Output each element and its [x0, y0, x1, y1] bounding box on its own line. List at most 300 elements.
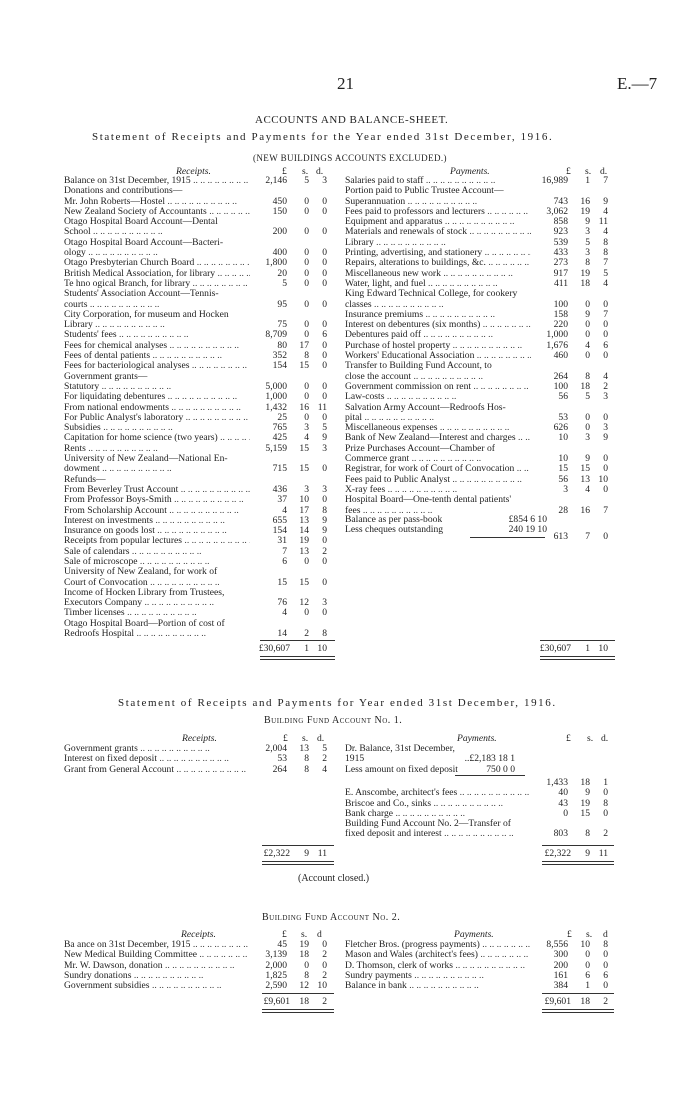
amount-shillings: 0 — [304, 247, 309, 259]
amount-pounds: 10 — [558, 453, 568, 465]
amount-pounds: 917 — [553, 267, 568, 279]
ledger-label: Capitation for home science (two years) .. — [64, 433, 250, 443]
amount-pence: 0 — [322, 205, 327, 217]
currency-pound: £ — [282, 929, 287, 940]
amount-shillings: 0 — [304, 391, 309, 403]
amount-shillings: 8 — [304, 350, 309, 362]
amount-pounds: 37 — [277, 494, 287, 506]
amount-pounds: 3 — [563, 483, 568, 495]
ledger-label: Briscoe and Co., sinks .. — [345, 799, 531, 809]
ledger-row — [345, 248, 613, 258]
amount-shillings: 13 — [580, 473, 590, 485]
amount-shillings: 2 — [304, 628, 309, 640]
ledger-label: Sale of microscope .. — [64, 557, 250, 567]
ledger-row — [64, 433, 332, 443]
amount-pence: 9 — [322, 432, 327, 444]
ledger-row — [64, 578, 332, 588]
amount-pence: 0 — [322, 555, 327, 567]
ledger-row — [64, 269, 332, 279]
amount-pounds: 384 — [553, 980, 568, 992]
balance-pence: 0 — [603, 531, 608, 542]
ledger-label: Prize Purchases Account—Chamber of — [345, 443, 495, 454]
total-shillings: 18 — [580, 996, 590, 1007]
amount-shillings: 13 — [299, 514, 309, 526]
ledger-label: New Medical Building Committee .. — [64, 950, 250, 960]
amount-pence: 3 — [603, 391, 608, 403]
ledger-label: Mason and Wales (architect's fees) .. — [345, 950, 531, 960]
total-pence: 11 — [598, 848, 608, 859]
amount-pounds: 743 — [553, 195, 568, 207]
ledger-row — [345, 341, 613, 351]
amount-shillings: 1 — [585, 175, 590, 186]
ledger-label: Insurance premiums .. — [345, 310, 531, 320]
amount-pence: 2 — [322, 545, 327, 557]
main-title: ACCOUNTS AND BALANCE-SHEET. — [255, 114, 449, 126]
total-shillings: 18 — [299, 996, 309, 1007]
amount-pence: 0 — [603, 453, 608, 465]
ledger-label: Donations and contributions— — [64, 186, 183, 197]
amount-shillings: 3 — [585, 247, 590, 259]
amount-pounds: 4 — [282, 607, 287, 619]
amount-shillings: 15 — [580, 807, 590, 819]
ledger-label: Students' fees .. — [64, 330, 250, 340]
amount-shillings: 0 — [304, 277, 309, 289]
double-rule — [262, 1009, 334, 1013]
amount-shillings: 19 — [580, 205, 590, 217]
amount-pounds: 28 — [558, 504, 568, 516]
amount-pounds: 56 — [558, 473, 568, 485]
amount-pounds: 20 — [277, 267, 287, 279]
amount-pence: 6 — [603, 339, 608, 351]
double-rule — [540, 656, 615, 660]
amount-pounds: 3,139 — [265, 949, 287, 961]
total-rule — [260, 640, 335, 641]
amount-pence: 5 — [322, 743, 327, 754]
ledger-row — [64, 940, 332, 950]
ledger-label: Superannuation .. — [345, 197, 531, 207]
ledger-row — [64, 207, 332, 217]
amount-shillings: 0 — [585, 422, 590, 434]
amount-pence: 3 — [322, 175, 327, 186]
ledger-label: School .. — [64, 227, 250, 237]
amount-pounds: 16,989 — [541, 175, 568, 186]
amount-shillings: 14 — [299, 525, 309, 537]
amount-pounds: 539 — [553, 236, 568, 248]
amount-shillings: 5 — [304, 175, 309, 186]
currency-shilling: s. — [587, 733, 594, 744]
amount-shillings: 16 — [580, 195, 590, 207]
amount-pounds: 40 — [558, 787, 568, 799]
payments-header: Payments. — [457, 733, 497, 744]
account-closed-note: (Account closed.) — [298, 873, 370, 884]
currency-shilling: s. — [585, 166, 592, 177]
ledger-row — [64, 765, 332, 775]
amount-pence: 3 — [322, 483, 327, 495]
ledger-label: Statutory .. — [64, 382, 250, 392]
amount-pence: 0 — [322, 463, 327, 475]
amount-pence: 4 — [603, 277, 608, 289]
ledger-row — [345, 279, 613, 289]
less-fixed-deposit-label: Less amount on fixed deposit — [345, 764, 458, 775]
double-rule — [262, 861, 334, 865]
amount-pounds: 411 — [553, 277, 568, 289]
ledger-label: British Medical Association, for library .. — [64, 269, 250, 279]
amount-pounds: 200 — [272, 226, 287, 238]
amount-pence: 2 — [322, 753, 327, 765]
amount-pence: 0 — [322, 267, 327, 279]
amount-pounds: 75 — [277, 319, 287, 331]
ledger-label: Sale of calendars .. — [64, 547, 250, 557]
amount-pounds: 803 — [553, 828, 568, 840]
payments-total — [345, 997, 613, 1007]
ledger-label: University of New Zealand, for work of — [64, 567, 218, 578]
ledger-label: classes .. — [345, 300, 531, 310]
amount-pence: 2 — [603, 380, 608, 392]
amount-pence: 11 — [317, 401, 327, 413]
ledger-row — [345, 351, 613, 361]
ledger-label: D. Thomson, clerk of works .. — [345, 961, 531, 971]
amount-shillings: 0 — [304, 257, 309, 269]
amount-shillings: 0 — [304, 195, 309, 207]
ledger-label: Government grants— — [64, 371, 148, 382]
ledger-row — [345, 981, 613, 991]
amount-shillings: 4 — [304, 432, 309, 444]
amount-shillings: 0 — [304, 555, 309, 567]
amount-pounds: 31 — [277, 535, 287, 547]
ledger-label: Rents .. — [64, 444, 250, 454]
amount-shillings: 0 — [304, 226, 309, 238]
amount-shillings: 0 — [585, 329, 590, 341]
ledger-label: Insurance on goods lost .. — [64, 526, 250, 536]
ledger-row — [64, 372, 332, 382]
amount-pence: 7 — [603, 308, 608, 320]
amount-pence: 0 — [322, 339, 327, 351]
amount-shillings: 0 — [304, 329, 309, 341]
amount-shillings: 0 — [304, 607, 309, 619]
amount-pence: 0 — [322, 576, 327, 588]
ledger-label: Library .. — [64, 320, 250, 330]
amount-shillings: 16 — [580, 504, 590, 516]
ledger-label: Court of Convocation .. — [64, 578, 250, 588]
amount-pounds: 264 — [553, 370, 568, 382]
amount-pounds: 300 — [553, 949, 568, 961]
amount-pence: 2 — [322, 949, 327, 961]
ledger-row — [345, 382, 613, 392]
amount-pounds: 2,004 — [265, 743, 287, 754]
ledger-row — [64, 351, 332, 361]
amount-shillings: 18 — [580, 380, 590, 392]
ledger-label: Transfer to Building Fund Account, to — [345, 361, 492, 372]
ledger-row — [345, 971, 613, 981]
ledger-row — [64, 392, 332, 402]
ledger-label: Redroofs Hospital .. — [64, 629, 250, 639]
ledger-row — [64, 557, 332, 567]
amount-pounds: 53 — [558, 411, 568, 423]
total-pounds: £2,322 — [263, 848, 290, 859]
ledger-label: Debentures paid off .. — [345, 330, 531, 340]
amount-pence: 0 — [603, 980, 608, 992]
ledger-label: City Corporation, for museum and Hocken — [64, 309, 229, 320]
ledger-row — [345, 454, 613, 464]
ledger-label: Fees for bacteriological analyses .. — [64, 361, 250, 371]
amount-pounds: 5,159 — [265, 442, 287, 454]
amount-pence: 0 — [322, 350, 327, 362]
ledger-label: Registrar, for work of Court of Convocation .. — [345, 464, 531, 474]
amount-pence: 0 — [603, 329, 608, 341]
ledger-label: Water, light, and fuel .. — [345, 279, 531, 289]
payments-table — [345, 176, 613, 516]
amount-pounds: 76 — [277, 597, 287, 609]
currency-pound: £ — [566, 166, 571, 177]
ledger-row — [64, 981, 332, 991]
ledger-label: Timber licenses .. — [64, 608, 250, 618]
balance-pounds: 613 — [553, 531, 568, 542]
amount-shillings: 12 — [299, 597, 309, 609]
ledger-label: Library .. — [345, 238, 531, 248]
ledger-label: fees .. — [345, 506, 531, 516]
receipts-total — [64, 997, 332, 1007]
currency-pence: d. — [600, 166, 608, 177]
ledger-row — [64, 361, 332, 371]
ledger-row — [64, 567, 332, 577]
amount-pounds: 161 — [553, 969, 568, 981]
amount-pence: 8 — [603, 797, 608, 809]
amount-pounds: 1,432 — [265, 401, 287, 413]
ledger-row — [345, 372, 613, 382]
amount-shillings: 0 — [304, 411, 309, 423]
amount-pence: 9 — [603, 195, 608, 207]
less-cheques-amount: 240 19 10 — [508, 524, 547, 536]
payments-table — [345, 778, 613, 840]
amount-pence: 0 — [322, 535, 327, 547]
ledger-row — [64, 754, 332, 764]
amount-shillings: 13 — [299, 743, 309, 754]
ledger-label: Salaries paid to staff .. — [345, 176, 531, 186]
ledger-label: Mr. John Roberts—Hostel .. — [64, 197, 250, 207]
ledger-row — [64, 382, 332, 392]
ledger-label: For Public Analyst's laboratory .. — [64, 413, 250, 423]
amount-pence: 0 — [603, 298, 608, 310]
total-shillings: 9 — [304, 848, 309, 859]
ledger-row — [64, 971, 332, 981]
ledger-row — [345, 258, 613, 268]
amount-shillings: 15 — [299, 442, 309, 454]
ledger-row — [345, 464, 613, 474]
amount-pounds: 4 — [282, 504, 287, 516]
amount-shillings: 3 — [304, 422, 309, 434]
ledger-label: Printing, advertising, and stationery .. — [345, 248, 531, 258]
amount-pence: 0 — [603, 319, 608, 331]
amount-shillings: 0 — [304, 298, 309, 310]
amount-pence: 2 — [603, 828, 608, 840]
amount-pence: 0 — [322, 226, 327, 238]
amount-pounds: 3,062 — [546, 205, 568, 217]
ledger-row — [64, 186, 332, 196]
total-pounds: £9,601 — [263, 996, 290, 1007]
amount-pounds: 1,000 — [265, 391, 287, 403]
amount-pence: 0 — [603, 411, 608, 423]
amount-pence: 7 — [603, 257, 608, 269]
total-rule — [262, 993, 334, 994]
ledger-row — [64, 464, 332, 474]
amount-shillings: 9 — [585, 308, 590, 320]
ledger-row — [64, 598, 332, 608]
amount-shillings: 19 — [299, 535, 309, 547]
ledger-row — [64, 485, 332, 495]
amount-pence: 1 — [603, 777, 608, 788]
amount-shillings: 15 — [299, 360, 309, 372]
ledger-label: Refunds— — [64, 474, 106, 485]
ledger-label: From Professor Boys-Smith .. — [64, 495, 250, 505]
dr-balance-amount: ..£2,183 18 1 — [464, 753, 515, 765]
ledger-label: Hospital Board—One-tenth dental patients' — [345, 495, 512, 506]
amount-shillings: 4 — [585, 339, 590, 351]
ledger-row — [345, 819, 613, 829]
amount-pence: 0 — [322, 360, 327, 372]
amount-shillings: 9 — [585, 787, 590, 799]
currency-pence: d. — [601, 733, 609, 744]
ledger-row — [345, 829, 613, 839]
ledger-row — [345, 444, 613, 454]
ledger-label: King Edward Technical College, for cookery — [345, 289, 518, 300]
ledger-row — [64, 608, 332, 618]
ledger-row — [345, 238, 613, 248]
amount-pounds: 25 — [277, 411, 287, 423]
ledger-row — [64, 310, 332, 320]
ledger-label: Bank of New Zealand—Interest and charges .. — [345, 433, 531, 443]
ledger-row — [64, 454, 332, 464]
ledger-label: From Scholarship Account .. — [64, 506, 250, 516]
amount-shillings: 8 — [585, 828, 590, 840]
total-pence: 2 — [603, 996, 608, 1007]
ledger-label: Equipment and apparatus .. — [345, 217, 531, 227]
ledger-label: Interest on debentures (six months) .. — [345, 320, 531, 330]
amount-pounds: 765 — [272, 422, 287, 434]
total-pence: 10 — [317, 643, 327, 654]
ledger-label: From national endowments .. — [64, 403, 250, 413]
amount-pounds: 273 — [553, 257, 568, 269]
dr-balance-label: Dr. Balance, 31st December, — [345, 744, 455, 754]
amount-pounds: 10 — [558, 432, 568, 444]
balance-line: Balance as per pass-book — [345, 515, 443, 525]
amount-pence: 5 — [603, 267, 608, 279]
amount-pence: 0 — [322, 257, 327, 269]
amount-shillings: 17 — [299, 504, 309, 516]
payments-header: Payments. — [450, 166, 490, 177]
ledger-row — [64, 279, 332, 289]
ledger-label: Government commission on rent .. — [345, 382, 531, 392]
ledger-row — [64, 238, 332, 248]
receipts-header: Receipts. — [176, 166, 211, 177]
amount-pence: 10 — [317, 980, 327, 992]
ledger-label: Fletcher Bros. (progress payments) .. — [345, 940, 531, 950]
currency-shilling: s. — [302, 733, 309, 744]
payments-total — [345, 849, 613, 859]
ledger-row — [64, 258, 332, 268]
ledger-row — [64, 475, 332, 485]
amount-shillings: 8 — [585, 370, 590, 382]
amount-pence: 4 — [603, 205, 608, 217]
ledger-label: close the account .. — [345, 372, 531, 382]
amount-pounds: 626 — [553, 422, 568, 434]
amount-pence: 0 — [322, 380, 327, 392]
currency-shilling: s. — [302, 166, 309, 177]
ledger-label: Sundry donations .. — [64, 971, 250, 981]
total-pounds: £30,607 — [258, 643, 290, 654]
ledger-row — [64, 629, 332, 639]
ledger-label: Grant from General Account .. — [64, 765, 250, 775]
amount-shillings: 19 — [299, 939, 309, 950]
ledger-row — [345, 227, 613, 237]
amount-pounds: 14 — [277, 628, 287, 640]
amount-pounds: 158 — [553, 308, 568, 320]
ledger-label: Repairs, alterations to buildings, &c. .. — [345, 258, 531, 268]
statement2-title: Statement of Receipts and Payments for Year ended 31st December, 1916. — [118, 697, 557, 709]
ledger-label: Balance on 31st December, 1915 .. — [64, 176, 250, 186]
ledger-label: Income of Hocken Library from Trustees, — [64, 587, 225, 598]
amount-shillings: 0 — [585, 411, 590, 423]
amount-pence: 11 — [598, 216, 608, 228]
amount-pence: 2 — [322, 969, 327, 981]
amount-shillings: 5 — [585, 391, 590, 403]
amount-pounds: 15 — [558, 463, 568, 475]
amount-pence: 7 — [603, 175, 608, 186]
ledger-row — [345, 217, 613, 227]
amount-shillings: 3 — [585, 226, 590, 238]
ledger-row — [345, 809, 613, 819]
amount-shillings: 6 — [585, 969, 590, 981]
currency-shilling: s. — [586, 929, 593, 940]
ledger-row — [345, 197, 613, 207]
amount-pence: 9 — [603, 432, 608, 444]
ledger-label: courts .. — [64, 300, 250, 310]
ledger-row — [64, 547, 332, 557]
amount-shillings: 19 — [580, 797, 590, 809]
ledger-label: New Zealand Society of Accountants .. — [64, 207, 250, 217]
total-shillings: 1 — [304, 643, 309, 654]
amount-pounds: 2,590 — [265, 980, 287, 992]
ledger-row — [64, 516, 332, 526]
ledger-label: University of New Zealand—National En- — [64, 454, 228, 465]
amount-pence: 3 — [603, 422, 608, 434]
amount-pence: 0 — [603, 463, 608, 475]
statement2-subtitle: Building Fund Account No. 1. — [264, 715, 403, 726]
amount-pence: 3 — [322, 442, 327, 454]
ledger-label: Subsidies .. — [64, 423, 250, 433]
amount-shillings: 0 — [304, 267, 309, 279]
total-rule — [262, 845, 334, 846]
statement1-title: Statement of Receipts and Payments for the Year ended 31st December, 1916. — [92, 131, 554, 143]
ledger-label: Miscellaneous expenses .. — [345, 423, 531, 433]
amount-pounds: 6 — [282, 555, 287, 567]
ledger-row — [345, 330, 613, 340]
amount-pence: 6 — [322, 329, 327, 341]
amount-pounds: 923 — [553, 226, 568, 238]
ledger-row — [64, 444, 332, 454]
payments-total — [345, 644, 613, 654]
total-rule — [540, 640, 615, 641]
amount-pounds: 2,146 — [265, 175, 287, 186]
amount-shillings: 0 — [585, 350, 590, 362]
page-code: E.—7 — [617, 74, 658, 93]
ledger-label: Government subsidies .. — [64, 981, 250, 991]
amount-pounds: 715 — [272, 463, 287, 475]
ledger-row — [345, 413, 613, 423]
amount-shillings: 0 — [304, 959, 309, 971]
ledger-label: X-ray fees .. — [345, 485, 531, 495]
amount-pounds: 450 — [272, 195, 287, 207]
statement3-subtitle: Building Fund Account No. 2. — [262, 912, 401, 923]
